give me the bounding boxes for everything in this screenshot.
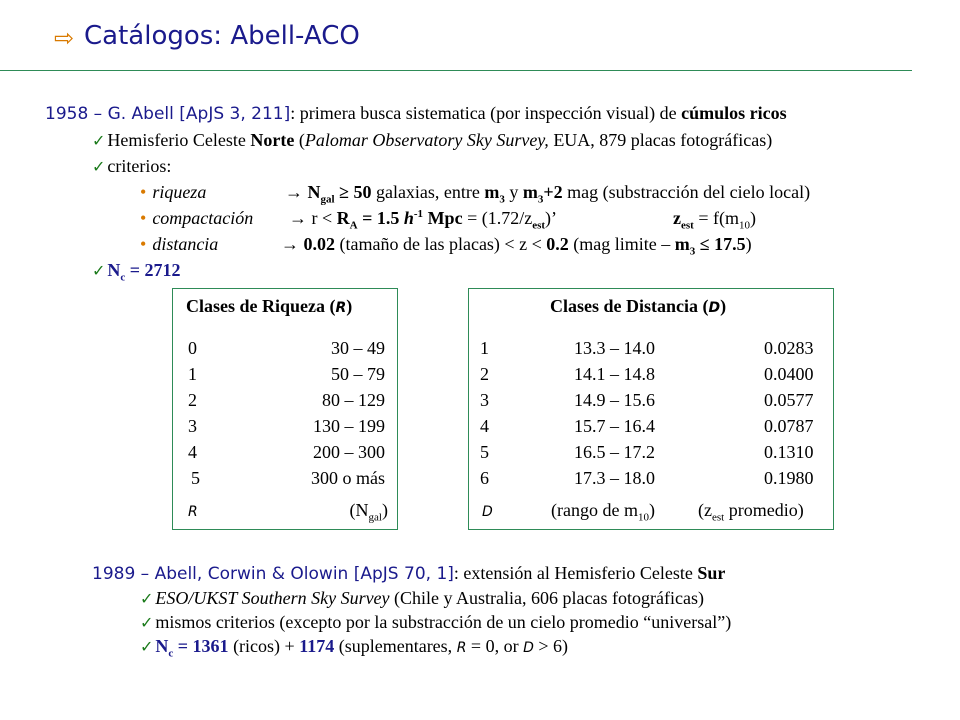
distancia-class-cell: 3 [480, 390, 489, 410]
arrow-right-icon: → [289, 208, 307, 228]
nc-symbol: N [107, 260, 121, 280]
distancia-class-cell: 4 [480, 416, 489, 436]
abell-1958-lead: 1958 – G. Abell [ApJS 3, 211] [45, 104, 291, 124]
dist-rest2: (mag limite – [568, 234, 675, 254]
riqueza-footer-end: ) [382, 500, 388, 520]
arrow-right-icon: → [281, 234, 299, 254]
dist-v1: 0.02 [303, 234, 335, 254]
nc89-d6: > 6) [533, 636, 569, 656]
checkmark-icon: ✓ [92, 261, 106, 280]
dist-footer-z-sub: est [711, 511, 725, 524]
checkmark-icon: ✓ [140, 613, 154, 632]
ngal-sub: gal [320, 193, 335, 206]
distancia-criterion [281, 234, 752, 258]
riqueza-footer-sym: R [188, 504, 198, 520]
abell-1958-heading [45, 103, 787, 124]
distancia-header-symbol: D [708, 300, 721, 316]
ge-symbol: ≥ [339, 182, 349, 202]
hemisferio-pre: Hemisferio Celeste [107, 130, 251, 150]
bullet-icon: • [140, 208, 147, 228]
nc-sub: c [120, 271, 126, 284]
aco-1989-lead: 1989 – Abell, Corwin & Olowin [ApJS 70, 1] [92, 564, 454, 584]
distancia-class-cell: 1 [480, 338, 489, 358]
riqueza-criterion [285, 182, 810, 206]
ra-symbol: R [336, 208, 350, 228]
riqueza-footer-sub: gal [368, 511, 382, 524]
nc89-D: D [523, 640, 534, 656]
zest-f-sub: 10 [738, 219, 750, 232]
nc89-rest: (suplementares, [334, 636, 457, 656]
dist-v2: 0.2 [546, 234, 569, 254]
dist-footer-range-sub: 10 [637, 511, 649, 524]
dist-le: ≤ 17.5 [695, 234, 746, 254]
riqueza-y: y [504, 182, 523, 202]
arrow-right-icon: → [285, 182, 303, 202]
m3-symbol: m [484, 182, 500, 202]
checkmark-icon: ✓ [140, 637, 154, 656]
distancia-table-header [550, 296, 726, 317]
distancia-range-cell: 16.5 – 17.2 [574, 442, 655, 462]
zest-symbol: z [673, 208, 681, 228]
mpc-unit: Mpc [423, 208, 463, 228]
riqueza-header-end: ) [346, 296, 353, 316]
distancia-term: distancia [152, 234, 219, 254]
riqueza-line [140, 182, 206, 203]
nc-1958-line [92, 260, 181, 284]
distancia-footer-sym: D [482, 504, 493, 520]
h-symbol: h [403, 208, 414, 228]
ra-eq: = 1.5 [357, 208, 404, 228]
nc89-value: = 1361 [173, 636, 229, 656]
dist-m: m [674, 234, 690, 254]
distancia-line [140, 234, 218, 255]
distancia-range-cell: 14.9 – 15.6 [574, 390, 655, 410]
distancia-header-end: ) [720, 296, 727, 316]
nc-value: = 2712 [125, 260, 181, 280]
distancia-z-cell: 0.1310 [764, 442, 814, 462]
zest-f: = f(m [693, 208, 739, 228]
title-divider [0, 70, 912, 71]
hemisferio-line [92, 130, 772, 151]
distancia-z-cell: 0.0787 [764, 416, 814, 436]
m3-plus: +2 [543, 182, 563, 202]
h-sup: -1 [413, 208, 424, 220]
nc89-ricos: (ricos) + [228, 636, 300, 656]
compact-rest2: )’ [545, 208, 558, 228]
riqueza-rest: galaxias, entre [371, 182, 485, 202]
dist-footer-z: (z [698, 500, 712, 520]
riqueza-footer-symbol [188, 500, 198, 521]
hemisferio-post: EUA, 879 placas fotográficas) [548, 130, 773, 150]
dist-footer-range: (rango de m [551, 500, 638, 520]
riqueza-header-symbol: R [335, 300, 347, 316]
dist-end: ) [745, 234, 752, 254]
distancia-range-cell: 17.3 – 18.0 [574, 468, 655, 488]
distancia-footer-symbol [482, 500, 493, 521]
riqueza-range-cell: 300 o más [311, 468, 385, 488]
riqueza-class-cell: 4 [188, 442, 197, 462]
riqueza-footer-n: (N [349, 500, 369, 520]
riqueza-range-cell: 30 – 49 [331, 338, 385, 358]
riqueza-header-text: Clases de Riqueza ( [186, 296, 336, 316]
riqueza-range-cell: 200 – 300 [313, 442, 385, 462]
riqueza-range-cell: 50 – 79 [331, 364, 385, 384]
distancia-range-cell: 13.3 – 14.0 [574, 338, 655, 358]
abell-1958-desc-bold: cúmulos ricos [681, 103, 787, 123]
riqueza-class-cell: 0 [188, 338, 197, 358]
aco-1989-desc: : extensión al Hemisferio Celeste [453, 563, 698, 583]
nc89-sup: 1174 [299, 636, 335, 656]
distancia-footer-range [551, 500, 655, 524]
zest-sub: est [532, 219, 546, 232]
checkmark-icon: ✓ [140, 589, 154, 608]
ngal-symbol: N [307, 182, 321, 202]
hemisferio-italic: Palomar Observatory Sky Survey, [304, 130, 549, 150]
compact-r: r < [307, 208, 337, 228]
ra-sub: A [349, 219, 358, 232]
distancia-footer-z [698, 500, 804, 524]
distancia-range-cell: 15.7 – 16.4 [574, 416, 655, 436]
dist-rest: (tamaño de las placas) < z < [335, 234, 547, 254]
distancia-class-cell: 2 [480, 364, 489, 384]
mismos-text: mismos criterios (excepto por la substracción de un cielo promedio “universal”) [155, 612, 732, 632]
riqueza-class-cell: 2 [188, 390, 197, 410]
riqueza-term: riqueza [152, 182, 207, 202]
nc-1989-line [140, 636, 568, 660]
nc89-R: R [456, 640, 467, 656]
dist-footer-range-end: ) [648, 500, 655, 520]
criterios-line [92, 156, 171, 177]
zest-symbol-sub: est [681, 219, 694, 232]
distancia-header-text: Clases de Distancia ( [550, 296, 709, 316]
riqueza-class-cell: 1 [188, 364, 197, 384]
hemisferio-mid: ( [294, 130, 305, 150]
distancia-z-cell: 0.1980 [764, 468, 814, 488]
compactacion-criterion [289, 208, 557, 232]
eso-line [140, 588, 704, 609]
distancia-class-cell: 5 [480, 442, 489, 462]
aco-1989-desc-bold: Sur [697, 563, 726, 583]
riqueza-class-cell: 5 [191, 468, 200, 488]
dist-m-sub: 3 [689, 245, 696, 258]
m3b-sub: 3 [537, 193, 544, 206]
eso-post: (Chile y Australia, 606 placas fotográficas) [389, 588, 704, 608]
bullet-icon: • [140, 182, 147, 202]
riqueza-range-cell: 130 – 199 [313, 416, 385, 436]
nc89-symbol: N [155, 636, 169, 656]
criterios-label: criterios: [107, 156, 172, 176]
m3-sub: 3 [499, 193, 505, 206]
dist-footer-z-end: promedio) [724, 500, 804, 520]
hemisferio-bold: Norte [250, 130, 295, 150]
distancia-z-cell: 0.0400 [764, 364, 814, 384]
riqueza-value: 50 [353, 182, 372, 202]
riqueza-table-header [186, 296, 352, 317]
zest-f-end: ) [749, 208, 756, 228]
nc89-sub: c [168, 647, 174, 660]
m3b-symbol: m [522, 182, 538, 202]
riqueza-footer-ngal [350, 500, 388, 524]
distancia-z-cell: 0.0577 [764, 390, 814, 410]
distancia-class-cell: 6 [480, 468, 489, 488]
checkmark-icon: ✓ [92, 157, 106, 176]
abell-1958-desc: : primera busca sistematica (por inspección visual) de [290, 103, 682, 123]
nc89-r0: = 0, or [466, 636, 524, 656]
compactacion-term: compactación [152, 208, 254, 228]
title-arrow-icon: ⇨ [54, 24, 75, 52]
bullet-icon: • [140, 234, 147, 254]
zest-function [673, 208, 756, 232]
mismos-line [140, 612, 731, 633]
riqueza-class-cell: 3 [188, 416, 197, 436]
compactacion-line [140, 208, 253, 229]
distancia-range-cell: 14.1 – 14.8 [574, 364, 655, 384]
compact-rest: = (1.72/z [462, 208, 533, 228]
riqueza-range-cell: 80 – 129 [322, 390, 385, 410]
eso-italic: ESO/UKST Southern Sky Survey [155, 588, 390, 608]
distancia-z-cell: 0.0283 [764, 338, 814, 358]
slide-title: Catálogos: Abell-ACO [84, 21, 360, 51]
riqueza-rest2: mag (substracción del cielo local) [562, 182, 811, 202]
checkmark-icon: ✓ [92, 131, 106, 150]
aco-1989-heading [92, 563, 725, 584]
